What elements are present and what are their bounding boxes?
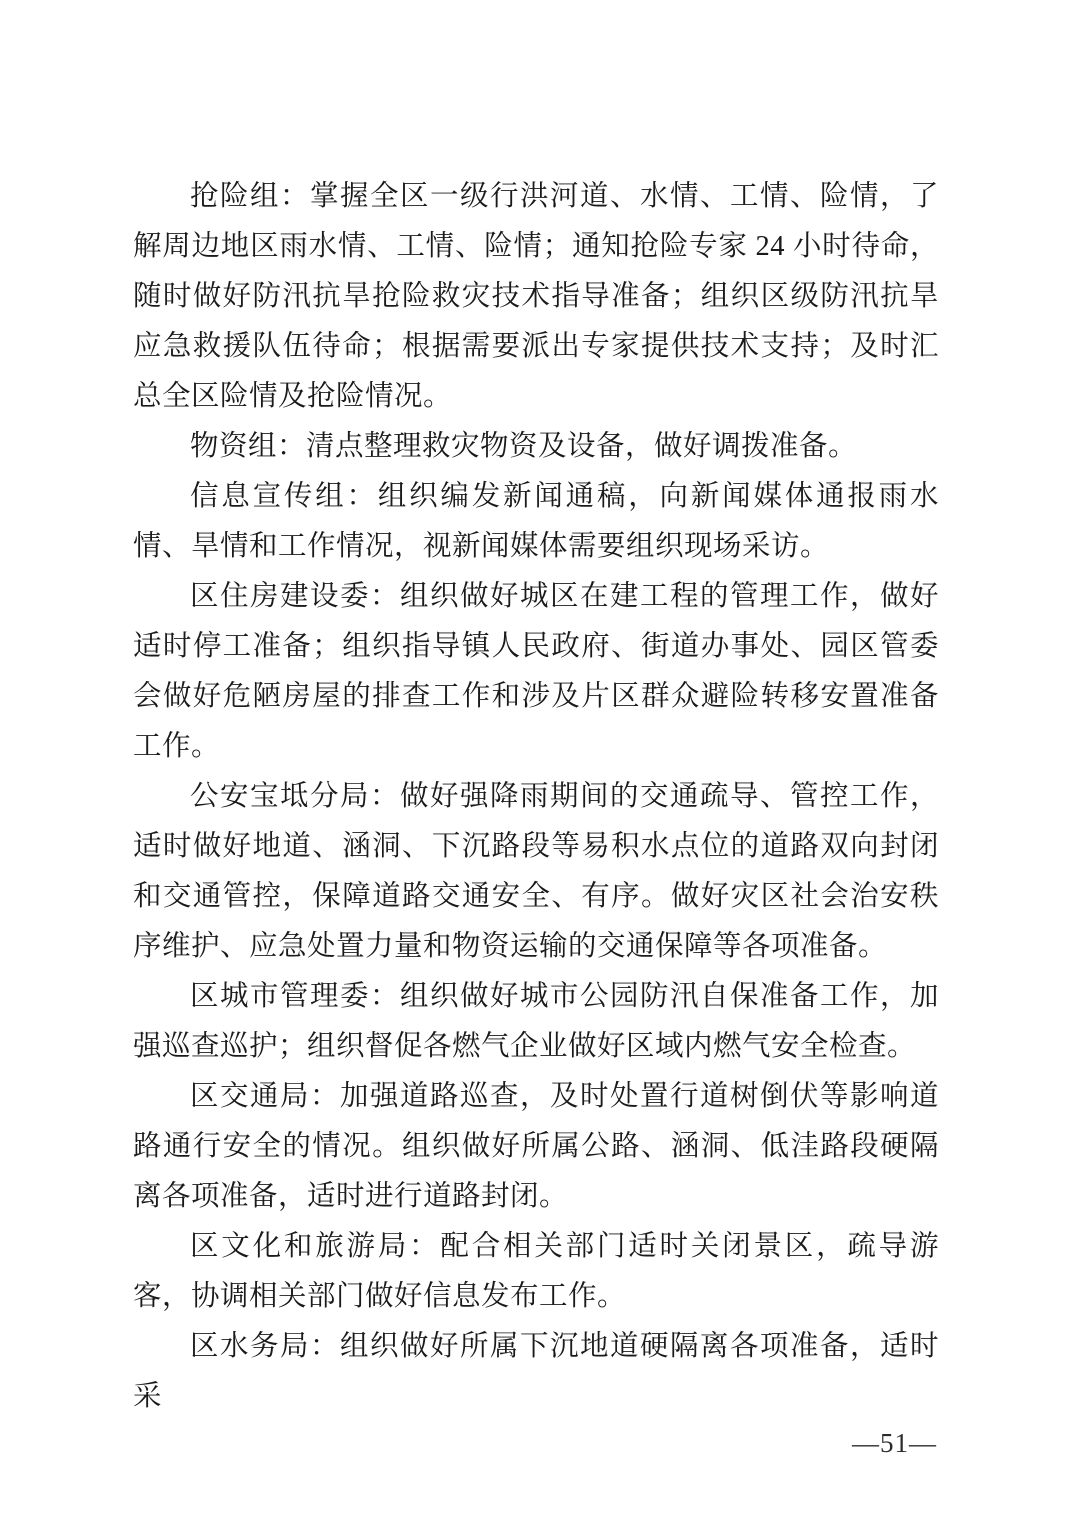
paragraph-rescue-group: 抢险组：掌握全区一级行洪河道、水情、工情、险情，了解周边地区雨水情、工情、险情；通知抢险专家 24 小时待命，随时做好防汛抗旱抢险救灾技术指导准备；组织区级防汛抗旱应急救援队伍待命；根据需要派出专家提供技术支持；及时汇总全区险情及抢险情况。 <box>133 181 939 412</box>
paragraph-water-bureau: 区水务局：组织做好所属下沉地道硬隔离各项准备，适时采 <box>133 1331 939 1412</box>
paragraph-public-security-branch: 公安宝坻分局：做好强降雨期间的交通疏导、管控工作，适时做好地道、涵洞、下沉路段等易积水点位的道路双向封闭和交通管控，保障道路交通安全、有序。做好灾区社会治安秩序维护、应急处置力量和物资运输的交通保障等各项准备。 <box>133 781 939 962</box>
paragraph-urban-management-committee: 区城市管理委：组织做好城市公园防汛自保准备工作，加强巡查巡护；组织督促各燃气企业做好区域内燃气安全检查。 <box>133 981 939 1062</box>
paragraph-housing-committee: 区住房建设委：组织做好城区在建工程的管理工作，做好适时停工准备；组织指导镇人民政府、街道办事处、园区管委会做好危陋房屋的排查工作和涉及片区群众避险转移安置准备工作。 <box>133 581 939 762</box>
page-number: —51— <box>852 1428 937 1458</box>
paragraph-info-publicity-group: 信息宣传组：组织编发新闻通稿，向新闻媒体通报雨水情、旱情和工作情况，视新闻媒体需要组织现场采访。 <box>133 481 939 562</box>
paragraph-culture-tourism-bureau: 区文化和旅游局：配合相关部门适时关闭景区，疏导游客，协调相关部门做好信息发布工作。 <box>133 1231 939 1312</box>
paragraph-transport-bureau: 区交通局：加强道路巡查，及时处置行道树倒伏等影响道路通行安全的情况。组织做好所属公路、涵洞、低洼路段硬隔离各项准备，适时进行道路封闭。 <box>133 1081 939 1212</box>
paragraph-supplies-group: 物资组：清点整理救灾物资及设备，做好调拨准备。 <box>190 431 858 462</box>
document-body <box>133 172 939 1422</box>
